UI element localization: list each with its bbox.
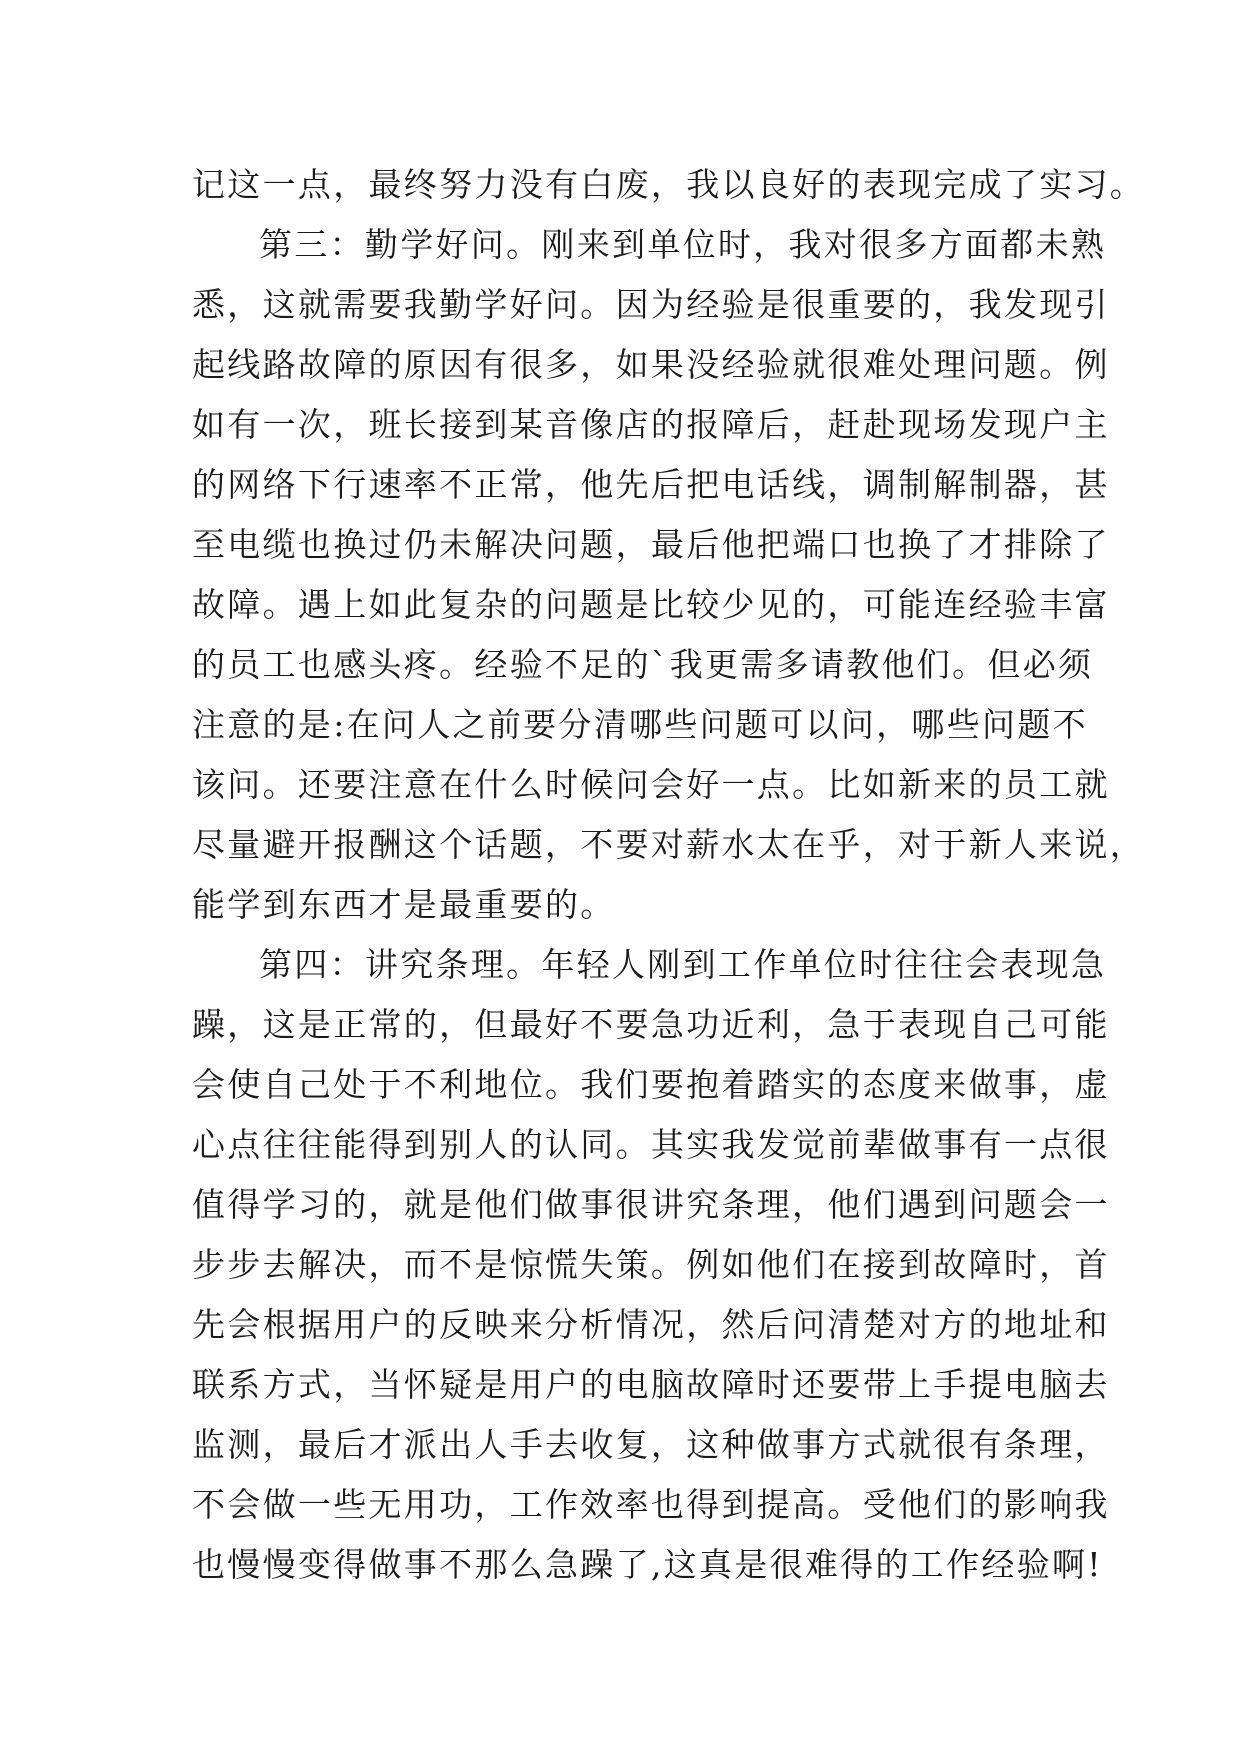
text-line: 能学到东西才是最重要的。 bbox=[192, 885, 616, 924]
text-line: 起线路故障的原因有很多，如果没经验就很难处理问题。例 bbox=[192, 345, 1110, 384]
text-line: 如有一次，班长接到某音像店的报障后，赶赴现场发现户主 bbox=[192, 405, 1110, 444]
text-line: 联系方式，当怀疑是用户的电脑故障时还要带上手提电脑去 bbox=[192, 1365, 1110, 1404]
text-line: 至电缆也换过仍未解决问题，最后他把端口也换了才排除了 bbox=[192, 525, 1110, 564]
paragraph-start-line: 第四：讲究条理。年轻人刚到工作单位时往往会表现急 bbox=[259, 945, 1107, 984]
text-line: 会使自己处于不利地位。我们要抱着踏实的态度来做事，虚 bbox=[192, 1065, 1110, 1104]
text-line: 注意的是:在问人之前要分清哪些问题可以问，哪些问题不 bbox=[192, 705, 1088, 744]
text-line: 记这一点，最终努力没有白废，我以良好的表现完成了实习。 bbox=[192, 165, 1146, 204]
text-line: 躁，这是正常的，但最好不要急功近利，急于表现自己可能 bbox=[192, 1005, 1110, 1044]
text-line: 不会做一些无用功，工作效率也得到提高。受他们的影响我 bbox=[192, 1485, 1110, 1524]
text-line: 值得学习的，就是他们做事很讲究条理，他们遇到问题会一 bbox=[192, 1185, 1110, 1224]
text-line: 的网络下行速率不正常，他先后把电话线，调制解制器，甚 bbox=[192, 465, 1110, 504]
text-line: 该问。还要注意在什么时候问会好一点。比如新来的员工就 bbox=[192, 765, 1110, 804]
text-line: 故障。遇上如此复杂的问题是比较少见的，可能连经验丰富 bbox=[192, 585, 1110, 624]
paragraph-start-line: 第三：勤学好问。刚来到单位时，我对很多方面都未熟 bbox=[259, 225, 1107, 264]
text-line: 也慢慢变得做事不那么急躁了,这真是很难得的工作经验啊! bbox=[192, 1545, 1103, 1584]
text-line: 心点往往能得到别人的认同。其实我发觉前辈做事有一点很 bbox=[192, 1125, 1110, 1164]
text-line: 尽量避开报酬这个话题，不要对薪水太在乎，对于新人来说， bbox=[192, 825, 1146, 864]
text-line: 监测，最后才派出人手去收复，这种做事方式就很有条理， bbox=[192, 1425, 1110, 1464]
body-text bbox=[192, 155, 1146, 1595]
text-line: 的员工也感头疼。经验不足的`我更需多请教他们。但必须 bbox=[192, 645, 1094, 684]
text-line: 步步去解决，而不是惊慌失策。例如他们在接到故障时，首 bbox=[192, 1245, 1110, 1284]
text-line: 悉，这就需要我勤学好问。因为经验是很重要的，我发现引 bbox=[192, 285, 1110, 324]
text-line: 先会根据用户的反映来分析情况，然后问清楚对方的地址和 bbox=[192, 1305, 1110, 1344]
